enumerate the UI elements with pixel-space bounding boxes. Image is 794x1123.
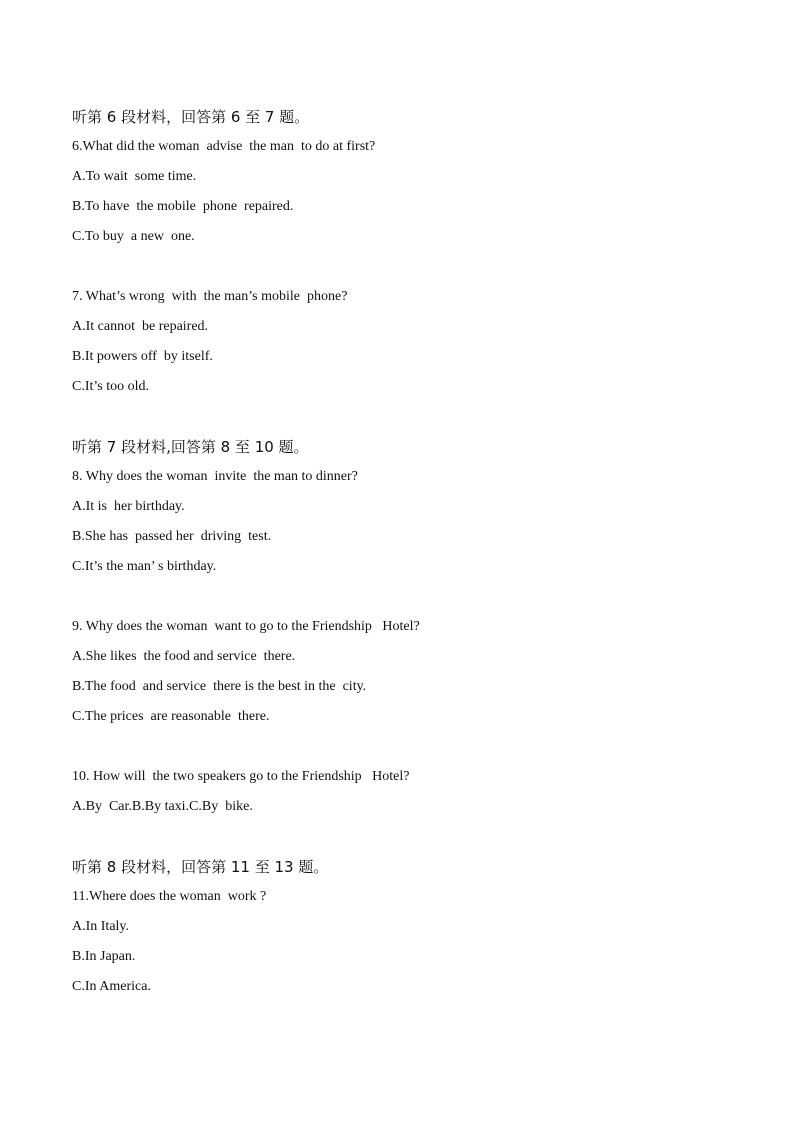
- option-9b: B.The food and service there is the best in the city.: [72, 679, 367, 694]
- option-6b: B.To have the mobile phone repaired.: [72, 199, 294, 214]
- option-6a: A.To wait some time.: [72, 169, 197, 184]
- option-7a: A.It cannot be repaired.: [72, 319, 209, 334]
- question-9: 9. Why does the woman want to go to the Friendship Hotel?: [72, 619, 420, 634]
- option-10: A.By Car.B.By taxi.C.By bike.: [72, 799, 253, 814]
- section-header: 听第 6 段材料，回答第 6 至 7 题。: [72, 108, 310, 126]
- option-7b: B.It powers off by itself.: [72, 349, 213, 364]
- question-8: 8. Why does the woman invite the man to dinner?: [72, 469, 358, 484]
- question-6: 6.What did the woman advise the man to do at first?: [72, 139, 376, 154]
- option-11a: A.In Italy.: [72, 919, 130, 934]
- question-11: 11.Where does the woman work ?: [72, 889, 267, 904]
- option-11b: B.In Japan.: [72, 949, 136, 964]
- question-10: 10. How will the two speakers go to the Friendship Hotel?: [72, 769, 410, 784]
- option-8a: A.It is her birthday.: [72, 499, 185, 514]
- document-page: [72, 102, 752, 1002]
- option-8b: B.She has passed her driving test.: [72, 529, 272, 544]
- spacer: [72, 582, 752, 612]
- spacer: [72, 402, 752, 432]
- spacer: [72, 252, 752, 282]
- spacer: [72, 822, 752, 852]
- option-9a: A.She likes the food and service there.: [72, 649, 296, 664]
- spacer: [72, 732, 752, 762]
- section-header: 听第 7 段材料,回答第 8 至 10 题。: [72, 438, 309, 456]
- question-7: 7. What’s wrong with the man’s mobile phone?: [72, 289, 348, 304]
- option-7c: C.It’s too old.: [72, 379, 150, 394]
- option-11c: C.In America.: [72, 979, 151, 994]
- section-header: 听第 8 段材料，回答第 11 至 13 题。: [72, 858, 329, 876]
- option-8c: C.It’s the man’ s birthday.: [72, 559, 217, 574]
- option-9c: C.The prices are reasonable there.: [72, 709, 270, 724]
- option-6c: C.To buy a new one.: [72, 229, 195, 244]
